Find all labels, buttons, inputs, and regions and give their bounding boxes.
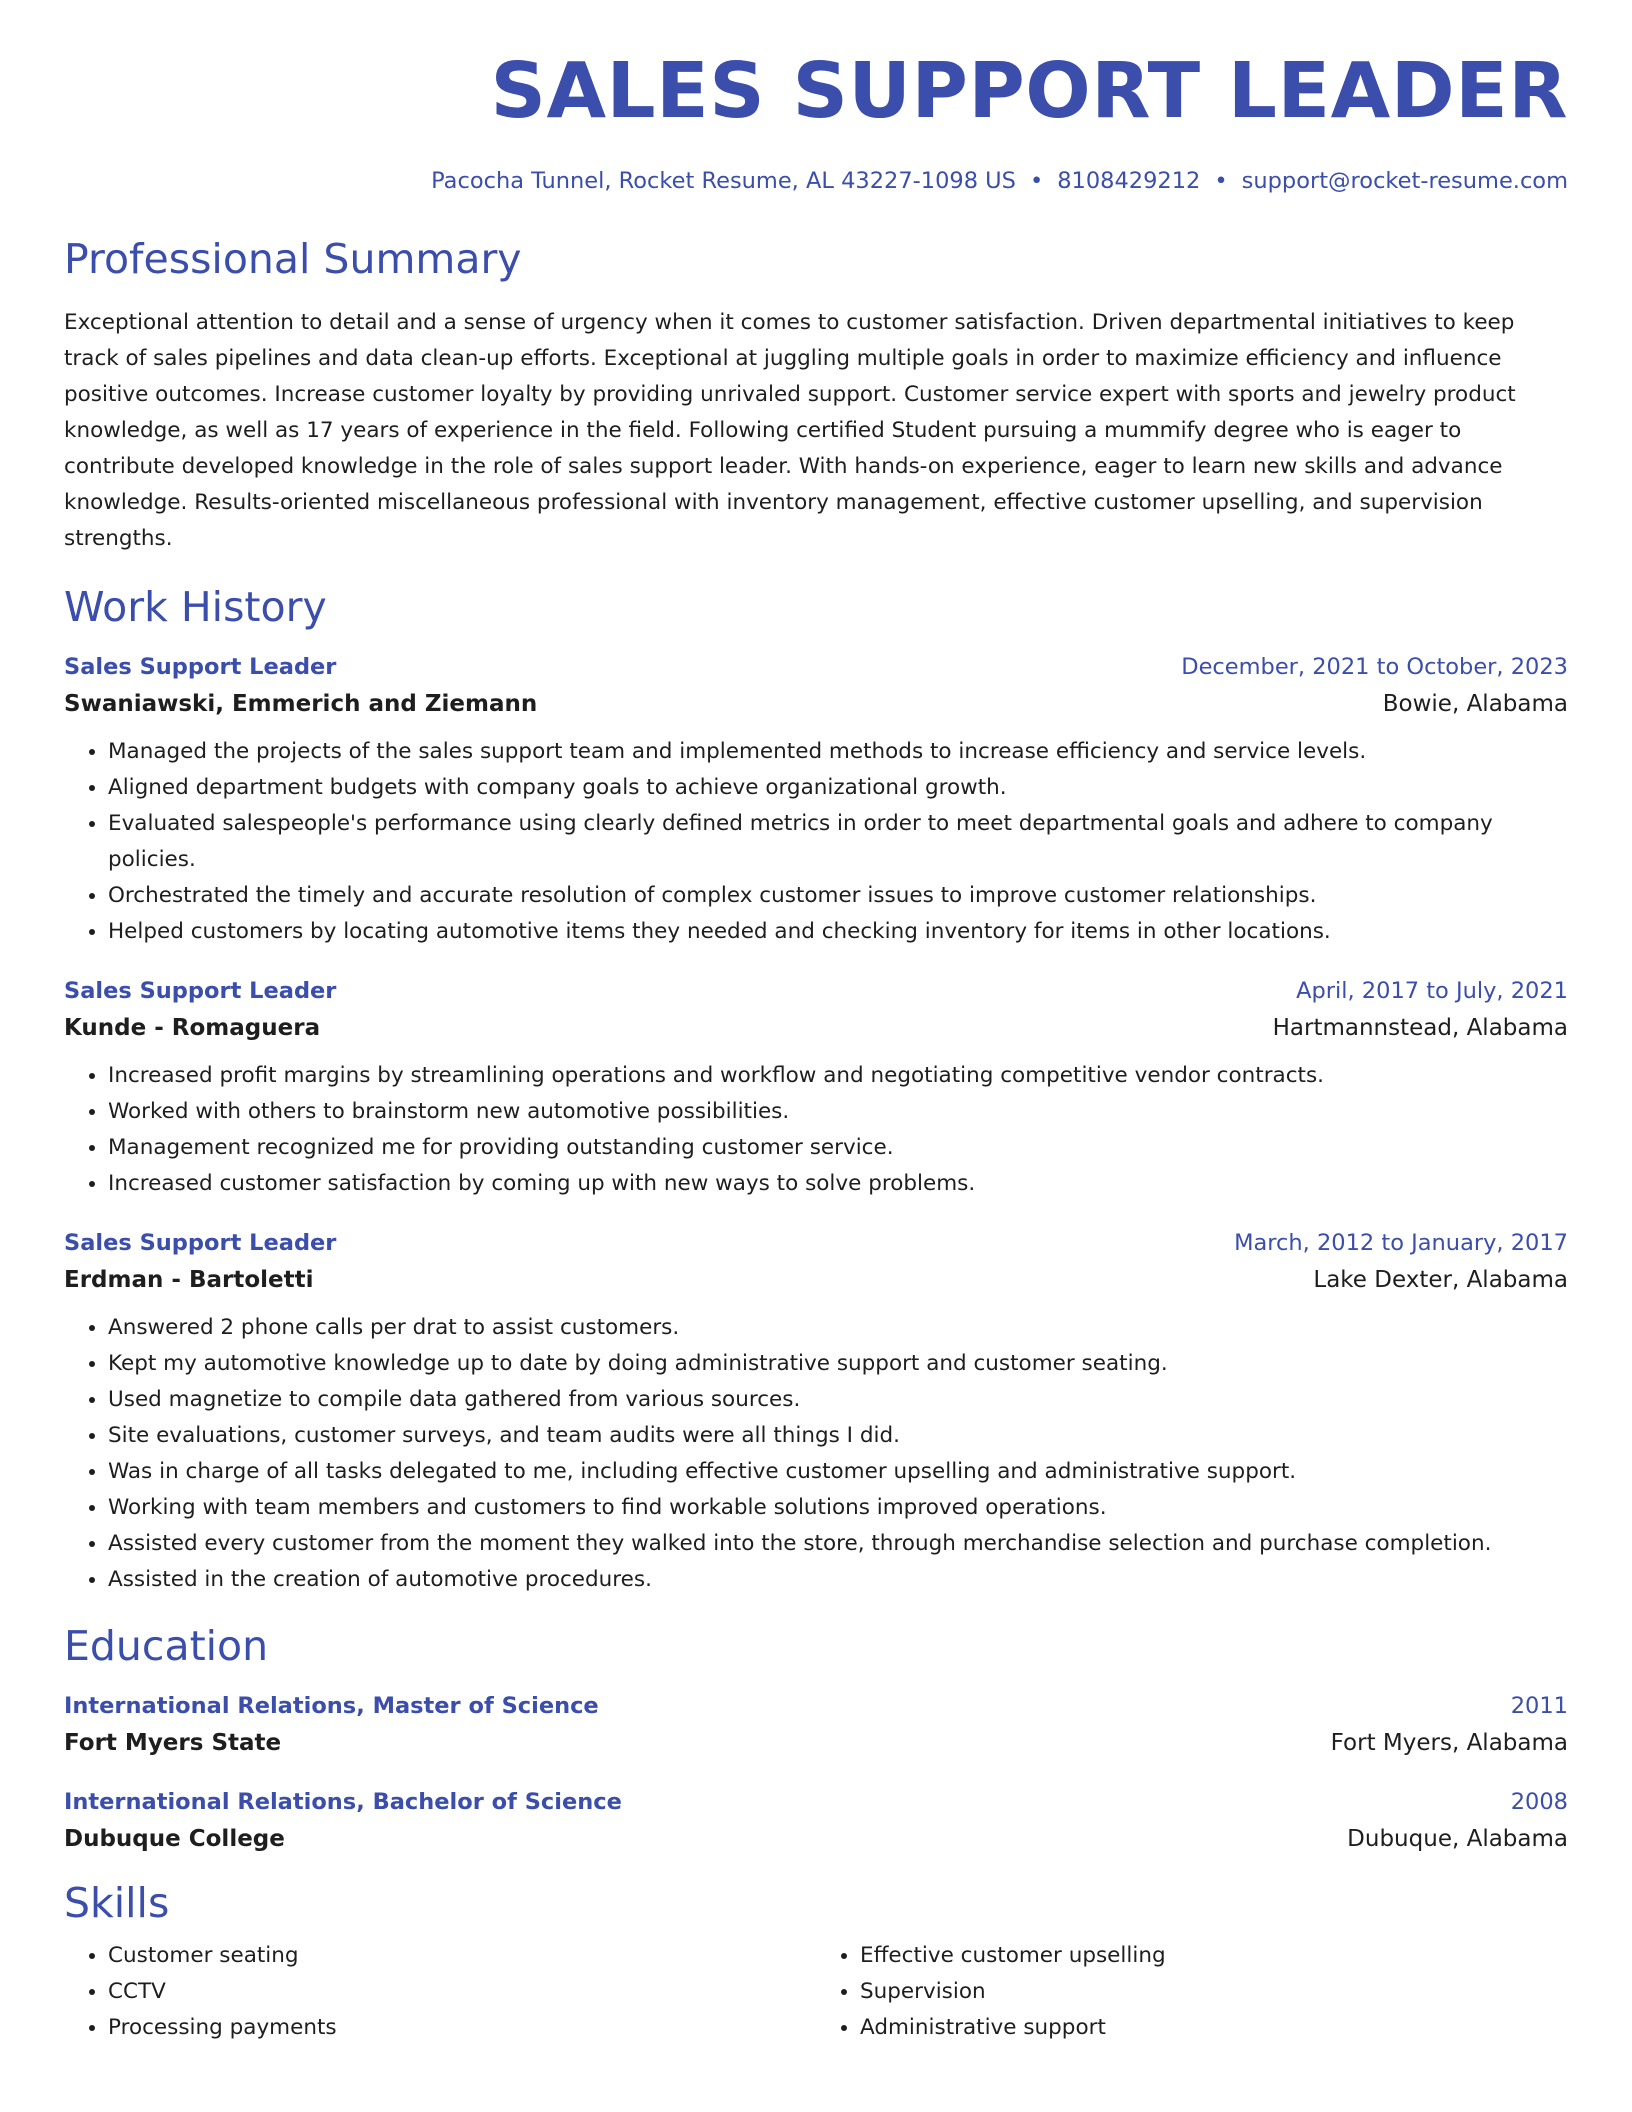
job-header	[64, 974, 1568, 1048]
education-location: Fort Myers, Alabama	[1330, 1730, 1568, 1757]
job-location: Bowie, Alabama	[1382, 691, 1568, 718]
job-bullet: • Assisted every customer from the moment they walked into the store, through merchandise selection and purchase completion.	[108, 1526, 1568, 1562]
job-entry	[64, 974, 1568, 1202]
education-location: Dubuque, Alabama	[1347, 1826, 1568, 1853]
job-bullet: • Evaluated salespeople's performance using clearly defined metrics in order to meet departmental goals and adhere to company policies.	[108, 806, 1568, 878]
skill-item: • Customer seating	[108, 1938, 816, 1974]
skill-item: • Effective customer upselling	[860, 1938, 1568, 1974]
education-degree: International Relations, Bachelor of Science	[64, 1789, 622, 1816]
job-bullet: • Increased profit margins by streamlining operations and workflow and negotiating competitive vendor contracts.	[108, 1058, 1568, 1094]
skills-column-right	[816, 1938, 1568, 2046]
job-employer: Swaniawski, Emmerich and Ziemann	[64, 691, 538, 718]
job-dates: December, 2021 to October, 2023	[1181, 654, 1568, 681]
skills-column-left	[64, 1938, 816, 2046]
skill-item: • CCTV	[108, 1974, 816, 2010]
skills-grid	[64, 1938, 1568, 2046]
summary-heading: Professional Summary	[64, 234, 522, 283]
job-location: Hartmannstead, Alabama	[1272, 1015, 1568, 1042]
job-bullet: • Orchestrated the timely and accurate resolution of complex customer issues to improve customer relationships.	[108, 878, 1568, 914]
education-year: 2008	[1510, 1789, 1568, 1816]
job-header	[64, 650, 1568, 724]
job-bullet: • Increased customer satisfaction by coming up with new ways to solve problems.	[108, 1166, 1568, 1202]
education-school: Dubuque College	[64, 1826, 285, 1853]
education-year: 2011	[1510, 1693, 1568, 1720]
job-title: Sales Support Leader	[64, 978, 337, 1005]
job-bullet: • Helped customers by locating automotive items they needed and checking inventory for items in other locations.	[108, 914, 1568, 950]
education-entry	[64, 1689, 1568, 1763]
job-employer: Kunde - Romaguera	[64, 1015, 321, 1042]
skills-heading: Skills	[64, 1879, 170, 1928]
job-bullet: • Aligned department budgets with company goals to achieve organizational growth.	[108, 770, 1568, 806]
contact-address: Pacocha Tunnel, Rocket Resume, AL 43227-1098 US	[431, 167, 1016, 194]
contact-separator: •	[1214, 167, 1228, 194]
job-bullet: • Working with team members and customers to find workable solutions improved operations.	[108, 1490, 1568, 1526]
job-bullet: • Kept my automotive knowledge up to date by doing administrative support and customer seating.	[108, 1346, 1568, 1382]
job-location: Lake Dexter, Alabama	[1313, 1267, 1568, 1294]
job-bullets	[64, 734, 1568, 950]
job-entry	[64, 1226, 1568, 1598]
job-bullet: • Management recognized me for providing outstanding customer service.	[108, 1130, 1568, 1166]
contact-phone: 8108429212	[1057, 167, 1201, 194]
job-header	[64, 1226, 1568, 1300]
job-bullet: • Site evaluations, customer surveys, and team audits were all things I did.	[108, 1418, 1568, 1454]
job-bullets	[64, 1058, 1568, 1202]
education-heading: Education	[64, 1622, 269, 1671]
contact-separator: •	[1029, 167, 1044, 194]
job-title: Sales Support Leader	[64, 654, 337, 681]
job-bullet: • Was in charge of all tasks delegated to me, including effective customer upselling and administrative support.	[108, 1454, 1568, 1490]
candidate-name: SALES SUPPORT LEADER	[490, 47, 1568, 136]
job-dates: March, 2012 to January, 2017	[1234, 1230, 1568, 1257]
skill-item: • Administrative support	[860, 2010, 1568, 2046]
summary-text: Exceptional attention to detail and a sense of urgency when it comes to customer satisfaction. Driven departmental initiatives to keep track of sales pipelines and data clean-up efforts. Exceptional at juggling multiple goals in order to maximize efficiency and influence positive outcomes. Increase customer loyalty by providing unrivaled support. Customer service expert with sports and jewelry product knowledge, as well as 17 years of experience in the field. Following certified Student pursuing a mummify degree who is eager to contribute developed knowledge in the role of sales support leader. With hands-on experience, eager to learn new skills and advance knowledge. Results-oriented miscellaneous professional with inventory management, effective customer upselling, and supervision strengths.	[64, 309, 1516, 551]
education-school: Fort Myers State	[64, 1730, 282, 1757]
job-bullet: • Assisted in the creation of automotive procedures.	[108, 1562, 1568, 1598]
skill-item: • Supervision	[860, 1974, 1568, 2010]
job-dates: April, 2017 to July, 2021	[1296, 978, 1568, 1005]
work-history-list	[64, 650, 1568, 1598]
job-bullet: • Managed the projects of the sales support team and implemented methods to increase efficiency and service levels.	[108, 734, 1568, 770]
job-bullet: • Used magnetize to compile data gathered from various sources.	[108, 1382, 1568, 1418]
work-history-heading: Work History	[64, 582, 327, 631]
education-degree: International Relations, Master of Science	[64, 1693, 599, 1720]
job-bullets	[64, 1310, 1568, 1598]
job-bullet: • Answered 2 phone calls per drat to assist customers.	[108, 1310, 1568, 1346]
job-title: Sales Support Leader	[64, 1230, 337, 1257]
contact-email: support@rocket-resume.com	[1241, 167, 1568, 194]
education-entry	[64, 1785, 1568, 1859]
resume-header	[64, 47, 1568, 195]
contact-line	[64, 168, 1568, 195]
job-employer: Erdman - Bartoletti	[64, 1267, 314, 1294]
job-entry	[64, 650, 1568, 950]
skill-item: • Processing payments	[108, 2010, 816, 2046]
job-bullet: • Worked with others to brainstorm new automotive possibilities.	[108, 1094, 1568, 1130]
